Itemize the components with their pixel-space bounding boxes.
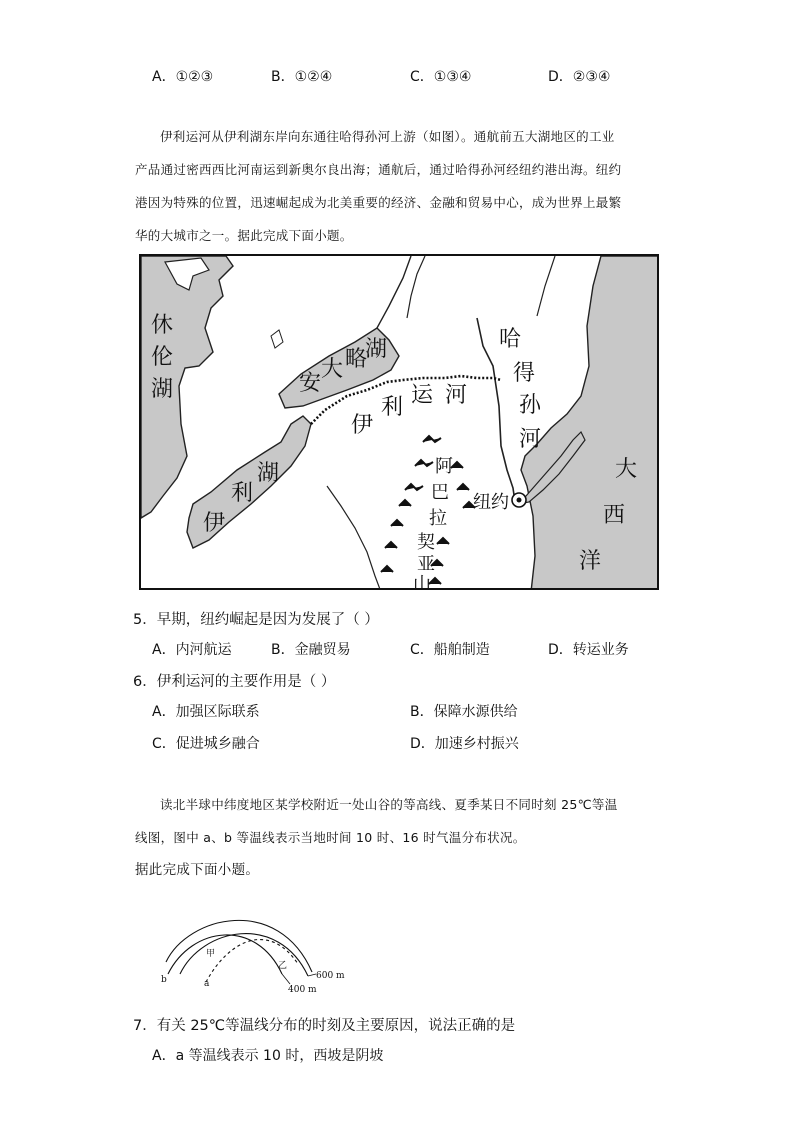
label-newyork: 纽约 bbox=[473, 492, 509, 513]
q7-stem: 7．有关 25℃等温线分布的时刻及主要原因，说法正确的是 bbox=[133, 1018, 516, 1034]
isotherm-diagram bbox=[158, 902, 358, 998]
map-svg bbox=[141, 256, 659, 590]
q4-option-b: B．①②④ bbox=[271, 69, 333, 85]
label-atlantic-3: 洋 bbox=[579, 549, 602, 574]
q6-option-a[interactable]: A．加强区际联系 bbox=[152, 704, 260, 720]
q5-option-c[interactable]: C．船舶制造 bbox=[410, 642, 490, 658]
q7-option-a[interactable]: A．a 等温线表示 10 时，西坡是阴坡 bbox=[152, 1048, 384, 1064]
left-river bbox=[327, 486, 381, 590]
label-ontario-3: 略 bbox=[345, 347, 368, 372]
passage2-tail: 据此完成下面小题。 bbox=[135, 862, 260, 878]
passage1-line-4: 华的大城市之一。据此完成下面小题。 bbox=[135, 228, 353, 243]
label-hudson-1: 哈 bbox=[499, 327, 522, 352]
isotherm-svg bbox=[158, 902, 358, 998]
label-appalachian-5: 亚 bbox=[417, 554, 435, 575]
label-ontario-1: 安 bbox=[299, 371, 322, 396]
q5-stem: 5．早期，纽约崛起是因为发展了（ ） bbox=[133, 612, 379, 628]
q6-option-d[interactable]: D．加速乡村振兴 bbox=[410, 736, 519, 752]
q6-option-b[interactable]: B．保障水源供给 bbox=[410, 704, 518, 720]
diagram-label-400: 400 m bbox=[288, 985, 317, 995]
upper-coastline bbox=[377, 256, 411, 328]
passage-isotherm bbox=[135, 788, 665, 887]
label-hudson-4: 河 bbox=[519, 427, 542, 452]
label-appalachian-2: 巴 bbox=[431, 482, 449, 503]
label-huron-1: 休 bbox=[151, 313, 174, 338]
diagram-label-b: b bbox=[161, 975, 167, 985]
passage2-line-1: 读北半球中纬度地区某学校附近一处山谷的等高线、夏季某日不同时刻 25℃等温 bbox=[160, 797, 618, 812]
atlantic-coast-shape bbox=[521, 256, 659, 590]
diagram-label-600: 600 m bbox=[316, 971, 345, 981]
contour-600 bbox=[180, 934, 308, 976]
label-canal-2: 利 bbox=[381, 395, 404, 420]
diagram-label-jia: 甲 bbox=[206, 949, 216, 959]
q6-option-c[interactable]: C．促进城乡融合 bbox=[152, 736, 260, 752]
upper-river bbox=[407, 256, 425, 318]
passage-erie-canal bbox=[135, 120, 665, 252]
label-ontario-4: 湖 bbox=[365, 337, 388, 362]
q4-option-c: C．①③④ bbox=[410, 69, 472, 85]
label-erie-1: 伊 bbox=[203, 511, 226, 536]
label-appalachian-6: 山 bbox=[413, 574, 431, 592]
passage1-line-2: 产品通过密西西比河南运到新奥尔良出海；通航后，通过哈得孙河经纽约港出海。纽约 bbox=[135, 162, 622, 177]
q6-stem: 6．伊利运河的主要作用是（ ） bbox=[133, 674, 336, 690]
label-hudson-3: 孙 bbox=[519, 393, 542, 418]
label-appalachian-1: 阿 bbox=[435, 456, 453, 477]
label-huron-3: 湖 bbox=[151, 377, 174, 402]
label-erie-2: 利 bbox=[231, 481, 254, 506]
label-hudson-2: 得 bbox=[513, 361, 536, 386]
label-huron-2: 伦 bbox=[151, 345, 174, 370]
q5-option-a[interactable]: A．内河航运 bbox=[152, 642, 232, 658]
passage2-line-2: 线图，图中 a、b 等温线表示当地时间 10 时、16 时气温分布状况。 bbox=[135, 830, 526, 845]
q5-option-b[interactable]: B．金融贸易 bbox=[271, 642, 351, 658]
label-canal-1: 伊 bbox=[351, 413, 374, 438]
contour-outer bbox=[166, 920, 312, 972]
passage1-line-3: 港因为特殊的位置，迅速崛起成为北美重要的经济、金融和贸易中心，成为世界上最繁 bbox=[135, 195, 622, 210]
erie-canal-map bbox=[139, 254, 659, 590]
label-erie-3: 湖 bbox=[257, 461, 280, 486]
label-ontario-2: 大 bbox=[321, 357, 344, 382]
diagram-label-a: a bbox=[204, 979, 210, 989]
label-appalachian-3: 拉 bbox=[429, 508, 447, 529]
q4-option-d: D．②③④ bbox=[548, 69, 611, 85]
isotherm-b bbox=[168, 935, 282, 974]
small-lake bbox=[271, 330, 283, 348]
label-atlantic-2: 西 bbox=[603, 503, 626, 528]
passage1-line-1: 伊利运河从伊利湖东岸向东通往哈得孙河上游（如图）。通航前五大湖地区的工业 bbox=[160, 129, 615, 144]
q5-option-d[interactable]: D．转运业务 bbox=[548, 642, 629, 658]
label-appalachian-4: 契 bbox=[417, 532, 435, 553]
label-canal-4: 河 bbox=[445, 383, 468, 408]
label-canal-3: 运 bbox=[411, 383, 434, 408]
q4-option-a: A．①②③ bbox=[152, 69, 214, 85]
label-atlantic-1: 大 bbox=[615, 457, 638, 482]
upper-right-river bbox=[537, 256, 555, 316]
diagram-label-yi: 乙 bbox=[278, 961, 288, 971]
